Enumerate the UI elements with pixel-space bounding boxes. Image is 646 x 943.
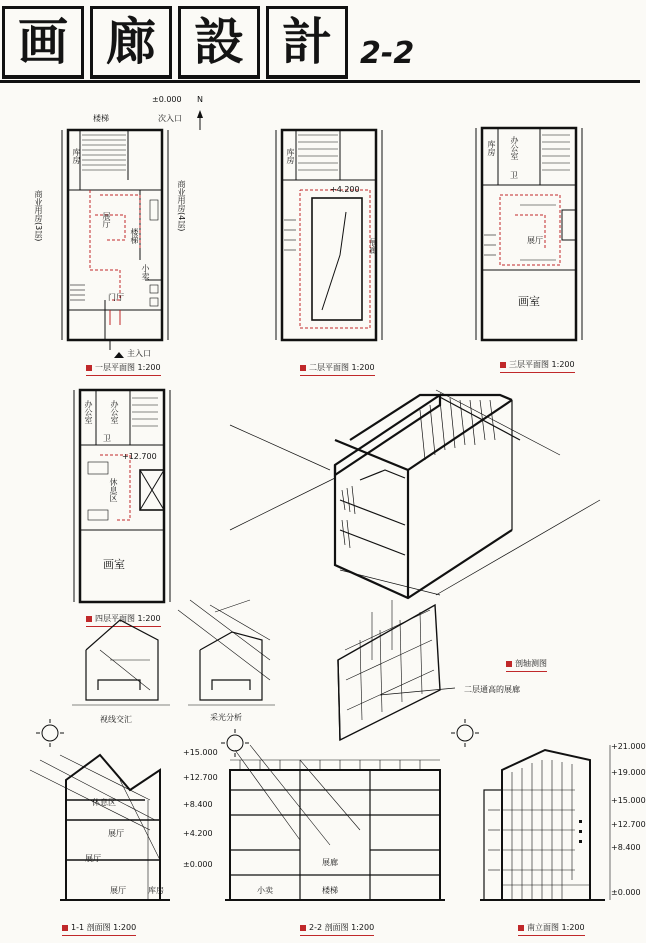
section-level-2: +12.700: [183, 773, 218, 782]
elevation-level-4: +12.700: [611, 820, 646, 829]
title-char-2: 廊: [90, 6, 172, 79]
section-2-2-caption-text: 2-2 剖面图 1:200: [309, 923, 375, 932]
plan-1-room-a: 库房: [72, 148, 81, 164]
plan-4-room-d: 休息区: [109, 478, 118, 502]
section-level-4: +4.200: [183, 829, 213, 838]
plan-3-room-b: 办公室: [510, 136, 519, 160]
plan-1-room-stairs: 楼梯: [130, 228, 139, 244]
plan-4-caption-text: 四层平面图 1:200: [95, 614, 161, 623]
plan-1-entry-south: 主入口: [127, 349, 151, 358]
plan-1-caption-text: 一层平面图 1:200: [95, 363, 161, 372]
plan-4-room-c: 卫: [103, 434, 111, 443]
south-elevation-caption-text: 南立面图 1:200: [527, 923, 585, 932]
section-level-3: +8.400: [183, 800, 213, 809]
section-2-2-room-a: 展廊: [322, 858, 338, 867]
plan-3-room-a: 库房: [487, 140, 496, 156]
plan-3-room-e: 画室: [518, 295, 540, 308]
plan-1-level: ±0.000: [152, 95, 182, 104]
section-2-2-room-b: 小卖: [257, 886, 273, 895]
section-1-1-room-b: 展厅: [108, 829, 124, 838]
plan-1-north: N: [197, 95, 203, 104]
axonometric-note: 二层通高的展廊: [464, 685, 520, 694]
elevation-level-3: +15.000: [611, 796, 646, 805]
plan-1-room-f: 商业用房(3层): [34, 190, 43, 242]
plan-4-room-b: 办公室: [110, 400, 119, 424]
elevation-level-2: +19.000: [611, 768, 646, 777]
plan-1-room-g: 商业用房(4层): [177, 180, 186, 232]
title-char-3: 設: [178, 6, 260, 79]
plan-1-entry-north: 次入口: [158, 114, 182, 123]
section-1-1-room-c: 展厅: [85, 854, 101, 863]
plan-1-room-b: 展厅: [102, 212, 111, 228]
section-2-2-room-c: 楼梯: [322, 886, 338, 895]
sketch-2-caption: 采光分析: [210, 713, 242, 722]
plan-1-room-c: 楼梯: [93, 114, 109, 123]
plan-4-level: +12.700: [122, 452, 157, 461]
section-1-1-room-e: 库房: [148, 886, 164, 895]
title-char-4: 計: [266, 6, 348, 79]
plan-1-room-d: 小卖: [141, 264, 150, 280]
plan-3-room-d: 展厅: [527, 236, 543, 245]
plan-3-room-c: 卫: [510, 171, 518, 180]
plan-3-caption-text: 三层平面图 1:200: [509, 360, 575, 369]
section-1-1-caption-text: 1-1 剖面图 1:200: [71, 923, 137, 932]
section-level-5: ±0.000: [183, 860, 213, 869]
elevation-level-1: +21.000: [611, 742, 646, 751]
title-suffix: 2-2: [360, 36, 415, 71]
plan-2-level: +4.200: [330, 185, 360, 194]
title-char-1: 画: [2, 6, 84, 79]
plan-2-caption-text: 二层平面图 1:200: [309, 363, 375, 372]
sketch-1-caption: 视线交汇: [100, 715, 132, 724]
elevation-level-5: +8.400: [611, 843, 641, 852]
plan-1-room-e: 门厅: [108, 293, 124, 302]
plan-2-room-b: 展廊: [369, 238, 378, 254]
plan-4-room-a: 办公室: [84, 400, 93, 424]
section-1-1-room-d: 展厅: [110, 886, 126, 895]
axonometric-caption-text: 剖轴测图: [515, 659, 547, 668]
plan-2-room-a: 库房: [286, 148, 295, 164]
section-1-1-room-a: 休息区: [92, 798, 116, 807]
elevation-level-6: ±0.000: [611, 888, 641, 897]
plan-4-room-e: 画室: [103, 558, 125, 571]
south-elevation-caption: [518, 922, 585, 933]
section-level-1: +15.000: [183, 748, 218, 757]
